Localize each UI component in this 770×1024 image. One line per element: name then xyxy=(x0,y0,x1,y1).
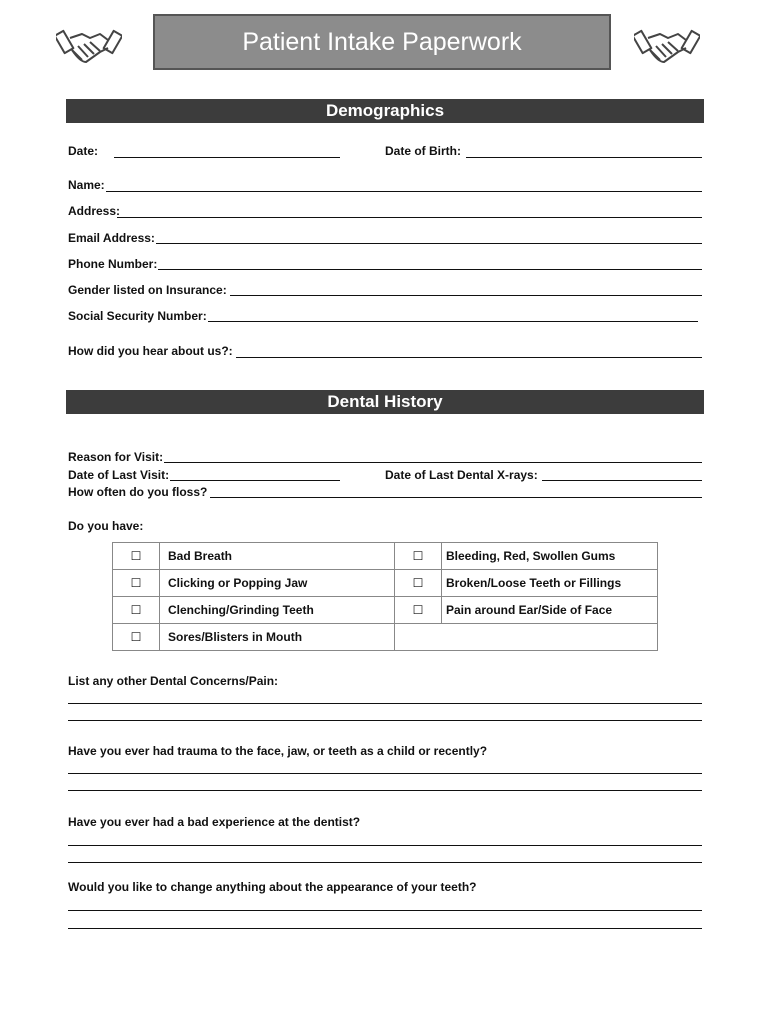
referral-label: How did you hear about us?: xyxy=(68,344,233,358)
last-visit-label: Date of Last Visit: xyxy=(68,468,170,482)
bad-experience-question: Have you ever had a bad experience at the dentist? xyxy=(68,815,361,829)
floss-field[interactable] xyxy=(210,497,702,498)
table-row xyxy=(113,543,658,570)
table-row xyxy=(113,570,658,597)
checkbox[interactable]: ☐ xyxy=(113,543,160,570)
checkbox[interactable]: ☐ xyxy=(113,624,160,651)
page-title: Patient Intake Paperwork xyxy=(153,14,611,70)
date-field[interactable] xyxy=(114,157,340,158)
section-demographics-heading: Demographics xyxy=(66,99,704,123)
condition-label: Bad Breath xyxy=(160,543,395,570)
section-dental-history-heading: Dental History xyxy=(66,390,704,414)
reason-label: Reason for Visit: xyxy=(68,450,164,464)
checkbox[interactable]: ☐ xyxy=(113,597,160,624)
trauma-answer-line[interactable] xyxy=(68,773,702,774)
ssn-field[interactable] xyxy=(208,321,698,322)
referral-field[interactable] xyxy=(236,357,702,358)
gender-label: Gender listed on Insurance: xyxy=(68,283,227,297)
condition-label: Sores/Blisters in Mouth xyxy=(160,624,395,651)
checkbox[interactable]: ☐ xyxy=(395,543,442,570)
address-label: Address: xyxy=(68,204,121,218)
name-field[interactable] xyxy=(106,191,702,192)
email-label: Email Address: xyxy=(68,231,155,245)
reason-field[interactable] xyxy=(164,462,702,463)
table-row xyxy=(113,597,658,624)
condition-label: Broken/Loose Teeth or Fillings xyxy=(442,570,658,597)
phone-field[interactable] xyxy=(158,269,702,270)
phone-label: Phone Number: xyxy=(68,257,158,271)
condition-label: Bleeding, Red, Swollen Gums xyxy=(442,543,658,570)
bad-experience-answer-line[interactable] xyxy=(68,862,702,863)
appearance-question: Would you like to change anything about the appearance of your teeth? xyxy=(68,880,477,894)
gender-field[interactable] xyxy=(230,295,702,296)
xray-label: Date of Last Dental X-rays: xyxy=(385,468,538,482)
condition-label: Clicking or Popping Jaw xyxy=(160,570,395,597)
email-field[interactable] xyxy=(156,243,702,244)
handshake-icon xyxy=(634,20,700,70)
handshake-icon xyxy=(56,20,122,70)
conditions-table xyxy=(112,542,658,651)
ssn-label: Social Security Number: xyxy=(68,309,207,323)
do-you-have-label: Do you have: xyxy=(68,519,144,533)
checkbox[interactable]: ☐ xyxy=(113,570,160,597)
empty-cell xyxy=(395,624,658,651)
table-row xyxy=(113,624,658,651)
name-label: Name: xyxy=(68,178,105,192)
xray-field[interactable] xyxy=(542,480,702,481)
condition-label: Pain around Ear/Side of Face xyxy=(442,597,658,624)
trauma-question: Have you ever had trauma to the face, jaw, or teeth as a child or recently? xyxy=(68,744,488,758)
appearance-answer-line[interactable] xyxy=(68,928,702,929)
concerns-question: List any other Dental Concerns/Pain: xyxy=(68,674,279,688)
address-field[interactable] xyxy=(117,217,702,218)
trauma-answer-line[interactable] xyxy=(68,790,702,791)
floss-label: How often do you floss? xyxy=(68,485,208,499)
checkbox[interactable]: ☐ xyxy=(395,570,442,597)
bad-experience-answer-line[interactable] xyxy=(68,845,702,846)
condition-label: Clenching/Grinding Teeth xyxy=(160,597,395,624)
dob-field[interactable] xyxy=(466,157,702,158)
dob-label: Date of Birth: xyxy=(385,144,461,158)
concerns-answer-line[interactable] xyxy=(68,720,702,721)
last-visit-field[interactable] xyxy=(170,480,340,481)
checkbox[interactable]: ☐ xyxy=(395,597,442,624)
concerns-answer-line[interactable] xyxy=(68,703,702,704)
date-label: Date: xyxy=(68,144,99,158)
appearance-answer-line[interactable] xyxy=(68,910,702,911)
